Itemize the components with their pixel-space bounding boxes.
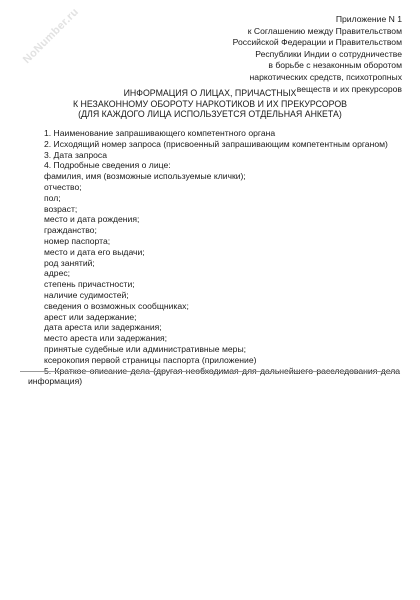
list-item: арест или задержание;: [44, 311, 137, 322]
watermark: NoNumber.ru: [20, 5, 82, 67]
list-item: 4. Подробные сведения о лице:: [44, 160, 171, 171]
appendix-line: Республики Индии о сотрудничестве: [255, 48, 402, 59]
list-item: 1. Наименование запрашивающего компетентного органа: [44, 128, 276, 138]
list-item: адрес;: [44, 268, 71, 279]
list-item: дата ареста или задержания;: [44, 322, 162, 333]
title-line: К НЕЗАКОННОМУ ОБОРОТУ НАРКОТИКОВ И ИХ ПРЕКУРСОРОВ: [72, 98, 348, 109]
list-item: 5. Краткое описание дела (другая необходимая для дальнейшего расследования дела информация): [28, 365, 400, 387]
list-item: гражданство;: [44, 225, 97, 236]
document-title: [40, 88, 380, 120]
questionnaire-list: [28, 128, 400, 387]
appendix-line: Приложение N 1: [335, 14, 402, 24]
list-item: фамилия, имя (возможные используемые клички);: [44, 171, 246, 182]
appendix-line: Российской Федерации и Правительством: [232, 37, 402, 48]
appendix-line: в борьбе с незаконным оборотом: [268, 60, 402, 71]
list-item: место и дата рождения;: [44, 214, 140, 225]
list-item: 2. Исходящий номер запроса (присвоенный запрашивающим компетентным органом): [44, 138, 388, 149]
list-item: пол;: [44, 192, 61, 203]
appendix-line: к Соглашению между Правительством: [247, 25, 402, 36]
divider: [20, 371, 400, 372]
appendix-header: [162, 14, 402, 95]
appendix-line: веществ и их прекурсоров: [296, 83, 402, 94]
list-item: наличие судимостей;: [44, 289, 129, 300]
list-item: место ареста или задержания;: [44, 333, 168, 344]
list-item: возраст;: [44, 203, 78, 214]
list-item: принятые судебные или административные меры;: [44, 343, 247, 354]
appendix-line: наркотических средств, психотропных: [249, 71, 402, 82]
list-item: номер паспорта;: [44, 235, 111, 246]
title-line: ИНФОРМАЦИЯ О ЛИЦАХ, ПРИЧАСТНЫХ: [123, 88, 297, 98]
list-item: место и дата его выдачи;: [44, 246, 145, 257]
list-item: ксерокопия первой страницы паспорта (приложение): [44, 354, 257, 365]
list-item: род занятий;: [44, 257, 95, 268]
list-item: 3. Дата запроса: [44, 149, 107, 160]
title-line: (ДЛЯ КАЖДОГО ЛИЦА ИСПОЛЬЗУЕТСЯ ОТДЕЛЬНАЯ АНКЕТА): [78, 109, 342, 120]
list-item: степень причастности;: [44, 279, 135, 290]
list-item: сведения о возможных сообщниках;: [44, 300, 189, 311]
list-item: отчество;: [44, 181, 82, 192]
